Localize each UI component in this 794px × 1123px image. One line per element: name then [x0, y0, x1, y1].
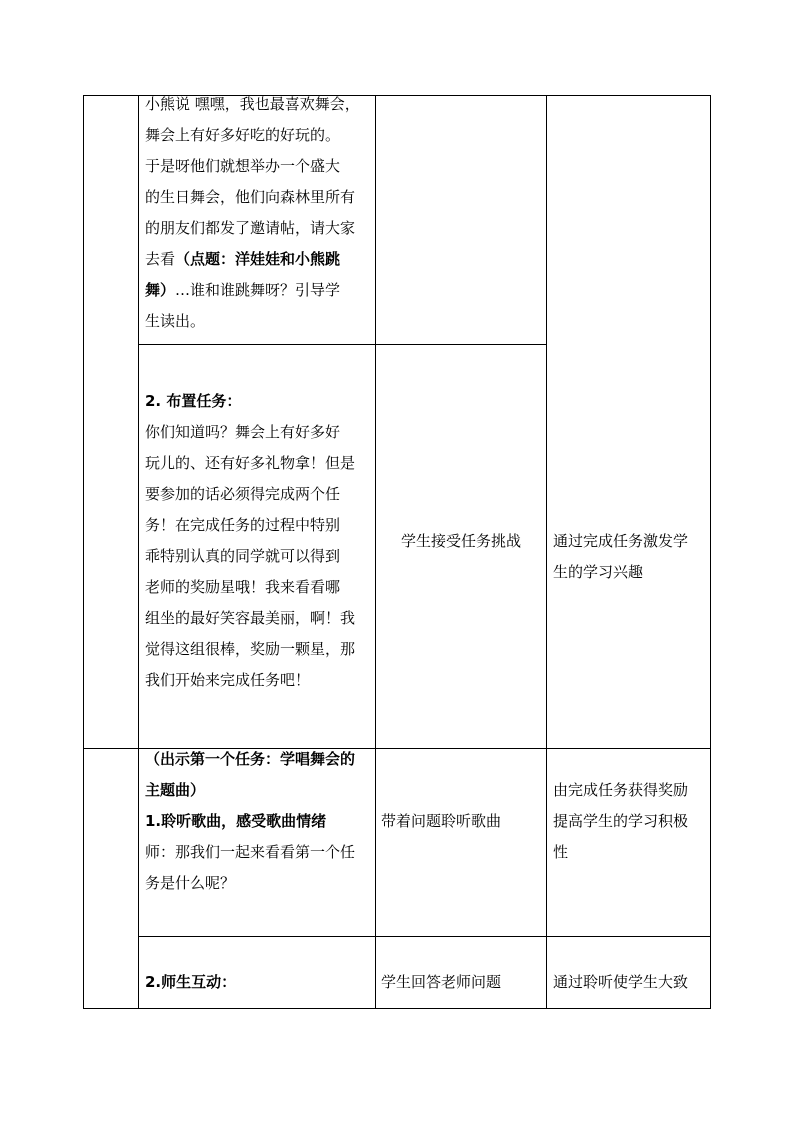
text-run: 玩儿的、还有好多礼物拿！但是	[145, 454, 356, 472]
text-run: 师：那我们一起来看看第一个任	[145, 843, 356, 861]
text-line	[145, 967, 373, 998]
text-run: 1.聆听歌曲，感受歌曲情绪	[145, 812, 327, 830]
design-purpose-line: 由完成任务获得奖励	[553, 781, 689, 799]
text-line	[145, 603, 373, 634]
row3-design-purpose-cell	[553, 775, 708, 868]
text-run: 小熊说 嘿嘿，我也最喜欢舞会，	[145, 95, 360, 113]
text-run: 老师的奖励星哦！我来看看哪	[145, 578, 341, 596]
text-run: …谁和谁跳舞呀？引导学	[175, 281, 341, 299]
text-run: 的生日舞会，他们向森林里所有	[145, 188, 356, 206]
design-purpose-line: 通过完成任务激发学	[553, 532, 689, 550]
text-line	[145, 244, 373, 275]
text-run: 2. 布置任务：	[145, 392, 242, 410]
text-line	[145, 775, 373, 806]
text-run: 2.师生互动：	[145, 973, 237, 991]
text-line	[145, 510, 373, 541]
student-activity-text: 学生接受任务挑战	[400, 532, 521, 550]
text-line	[145, 448, 373, 479]
row1-teacher-activity-cell	[145, 89, 373, 337]
text-line	[145, 417, 373, 448]
text-run: 觉得这组很棒，奖励一颗星，那	[145, 640, 356, 658]
text-run: 于是呀他们就想举办一个盛大	[145, 157, 341, 175]
text-line	[145, 665, 373, 696]
text-line	[145, 806, 373, 837]
text-run: 主题曲）	[145, 781, 206, 799]
row2-design-purpose-cell	[553, 526, 708, 588]
row3-student-activity-cell	[381, 806, 546, 837]
row2-student-activity-cell	[376, 526, 546, 557]
text-line	[145, 541, 373, 572]
text-line	[145, 89, 373, 120]
design-purpose-line: 通过聆听使学生大致	[553, 973, 689, 991]
student-activity-text: 学生回答老师问题	[381, 973, 502, 991]
table-border-right	[710, 95, 711, 1009]
text-run: 去看	[145, 250, 176, 268]
text-run: 我们开始来完成任务吧！	[145, 671, 311, 689]
text-line	[145, 479, 373, 510]
column-divider	[138, 95, 139, 1009]
text-line	[145, 837, 373, 868]
text-run: 务！在完成任务的过程中特别	[145, 516, 341, 534]
student-activity-text: 带着问题聆听歌曲	[381, 812, 502, 830]
text-line	[145, 213, 373, 244]
text-line	[145, 744, 373, 775]
text-line	[145, 306, 373, 337]
text-line	[145, 386, 373, 417]
text-run: 组坐的最好笑容最美丽，啊！我	[145, 609, 356, 627]
text-run: 乖特别认真的同学就可以得到	[145, 547, 341, 565]
text-line	[145, 572, 373, 603]
table-border-left	[83, 95, 84, 1009]
text-line	[145, 182, 373, 213]
row-divider	[138, 344, 546, 345]
row4-design-purpose-cell	[553, 967, 708, 998]
design-purpose-line: 提高学生的学习积极	[553, 812, 689, 830]
text-run: （出示第一个任务：学唱舞会的	[145, 750, 356, 768]
design-purpose-line: 性	[553, 843, 569, 861]
row4-teacher-activity-cell	[145, 967, 373, 998]
table-border-bottom	[83, 1008, 711, 1009]
row-divider	[138, 936, 711, 937]
text-run: 你们知道吗？舞会上有好多好	[145, 423, 341, 441]
text-line	[145, 275, 373, 306]
text-run: （点题：洋娃娃和小熊跳	[175, 250, 341, 268]
column-divider	[546, 95, 547, 1009]
row3-teacher-activity-cell	[145, 744, 373, 899]
text-run: 务是什么呢？	[145, 874, 236, 892]
text-line	[145, 151, 373, 182]
row4-student-activity-cell	[381, 967, 546, 998]
text-run: 的朋友们都发了邀请帖，请大家	[145, 219, 356, 237]
text-line	[145, 120, 373, 151]
text-run: 生读出。	[145, 312, 206, 330]
text-line	[145, 634, 373, 665]
design-purpose-line: 生的学习兴趣	[553, 563, 644, 581]
text-run: 舞会上有好多好吃的好玩的。	[145, 126, 341, 144]
text-run: 要参加的话必须得完成两个任	[145, 485, 341, 503]
row2-teacher-activity-cell	[145, 386, 373, 696]
text-line	[145, 868, 373, 899]
text-run: 舞）	[145, 281, 176, 299]
